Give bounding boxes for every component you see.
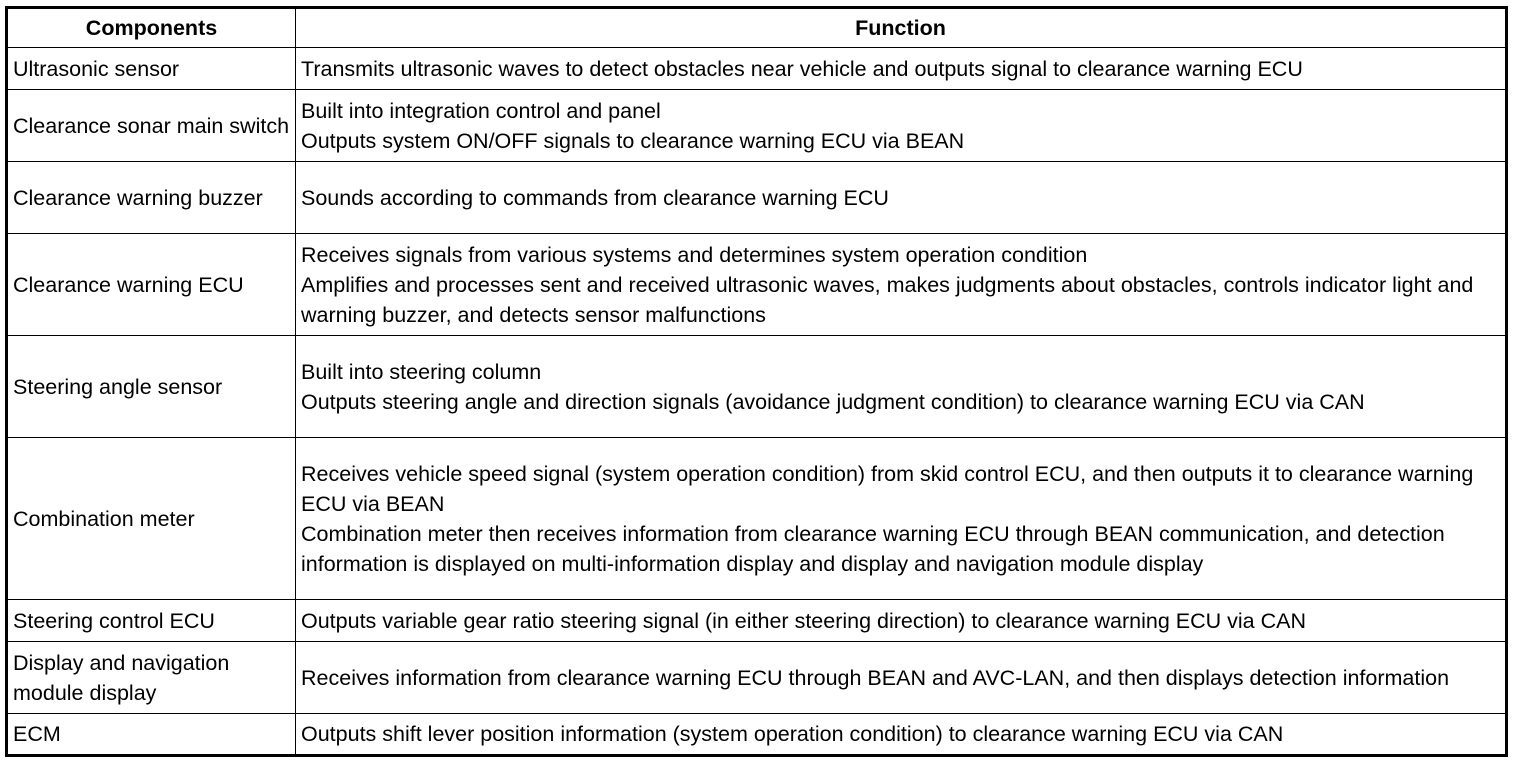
- table-row: [7, 162, 1507, 234]
- function-line: Built into steering column: [301, 359, 542, 384]
- function-line: Receives information from clearance warning ECU through BEAN and AVC-LAN, and then displays detection information: [301, 665, 1450, 690]
- component-cell: Display and navigation module display: [7, 642, 296, 714]
- function-line: Built into integration control and panel: [301, 98, 661, 123]
- function-line: Combination meter then receives information from clearance warning ECU through BEAN communication, and detection information is displayed on multi-information display and display and navigation module display: [301, 521, 1445, 576]
- function-cell: [296, 438, 1507, 600]
- table-row: [7, 90, 1507, 162]
- components-header: Components: [7, 8, 296, 48]
- function-cell: [296, 90, 1507, 162]
- header-row: [7, 8, 1507, 48]
- function-header: Function: [296, 8, 1507, 48]
- table-row: [7, 438, 1507, 600]
- table-row: [7, 336, 1507, 438]
- function-line: Outputs shift lever position information (system operation condition) to clearance warning ECU via CAN: [301, 722, 1284, 746]
- function-cell: [296, 714, 1507, 756]
- function-line: Receives signals from various systems and determines system operation condition: [301, 242, 1088, 267]
- table-row: [7, 642, 1507, 714]
- function-cell: [296, 336, 1507, 438]
- component-cell: ECM: [7, 714, 296, 756]
- component-cell: Combination meter: [7, 438, 296, 600]
- function-cell: [296, 642, 1507, 714]
- function-line: Amplifies and processes sent and received ultrasonic waves, makes judgments about obstacles, controls indicator light and warning buzzer, and detects sensor malfunctions: [301, 272, 1474, 327]
- function-cell: [296, 48, 1507, 90]
- table-row: [7, 714, 1507, 756]
- function-cell: [296, 162, 1507, 234]
- component-cell: Clearance warning ECU: [7, 234, 296, 336]
- function-line: Outputs variable gear ratio steering signal (in either steering direction) to clearance warning ECU via CAN: [301, 608, 1307, 633]
- function-line: Sounds according to commands from clearance warning ECU: [301, 185, 889, 210]
- component-cell: Clearance sonar main switch: [7, 90, 296, 162]
- component-cell: Ultrasonic sensor: [7, 48, 296, 90]
- function-line: Outputs system ON/OFF signals to clearance warning ECU via BEAN: [301, 128, 965, 153]
- component-cell: Clearance warning buzzer: [7, 162, 296, 234]
- table-row: [7, 234, 1507, 336]
- component-cell: Steering angle sensor: [7, 336, 296, 438]
- function-line: Outputs steering angle and direction signals (avoidance judgment condition) to clearance warning ECU via CAN: [301, 389, 1365, 414]
- table-row: [7, 48, 1507, 90]
- component-cell: Steering control ECU: [7, 600, 296, 642]
- function-line: Receives vehicle speed signal (system operation condition) from skid control ECU, and then outputs it to clearance warning ECU via BEAN: [301, 461, 1474, 516]
- function-cell: [296, 600, 1507, 642]
- function-line: Transmits ultrasonic waves to detect obstacles near vehicle and outputs signal to clearance warning ECU: [301, 56, 1303, 81]
- components-function-table: [5, 6, 1508, 757]
- function-cell: [296, 234, 1507, 336]
- table-row: [7, 600, 1507, 642]
